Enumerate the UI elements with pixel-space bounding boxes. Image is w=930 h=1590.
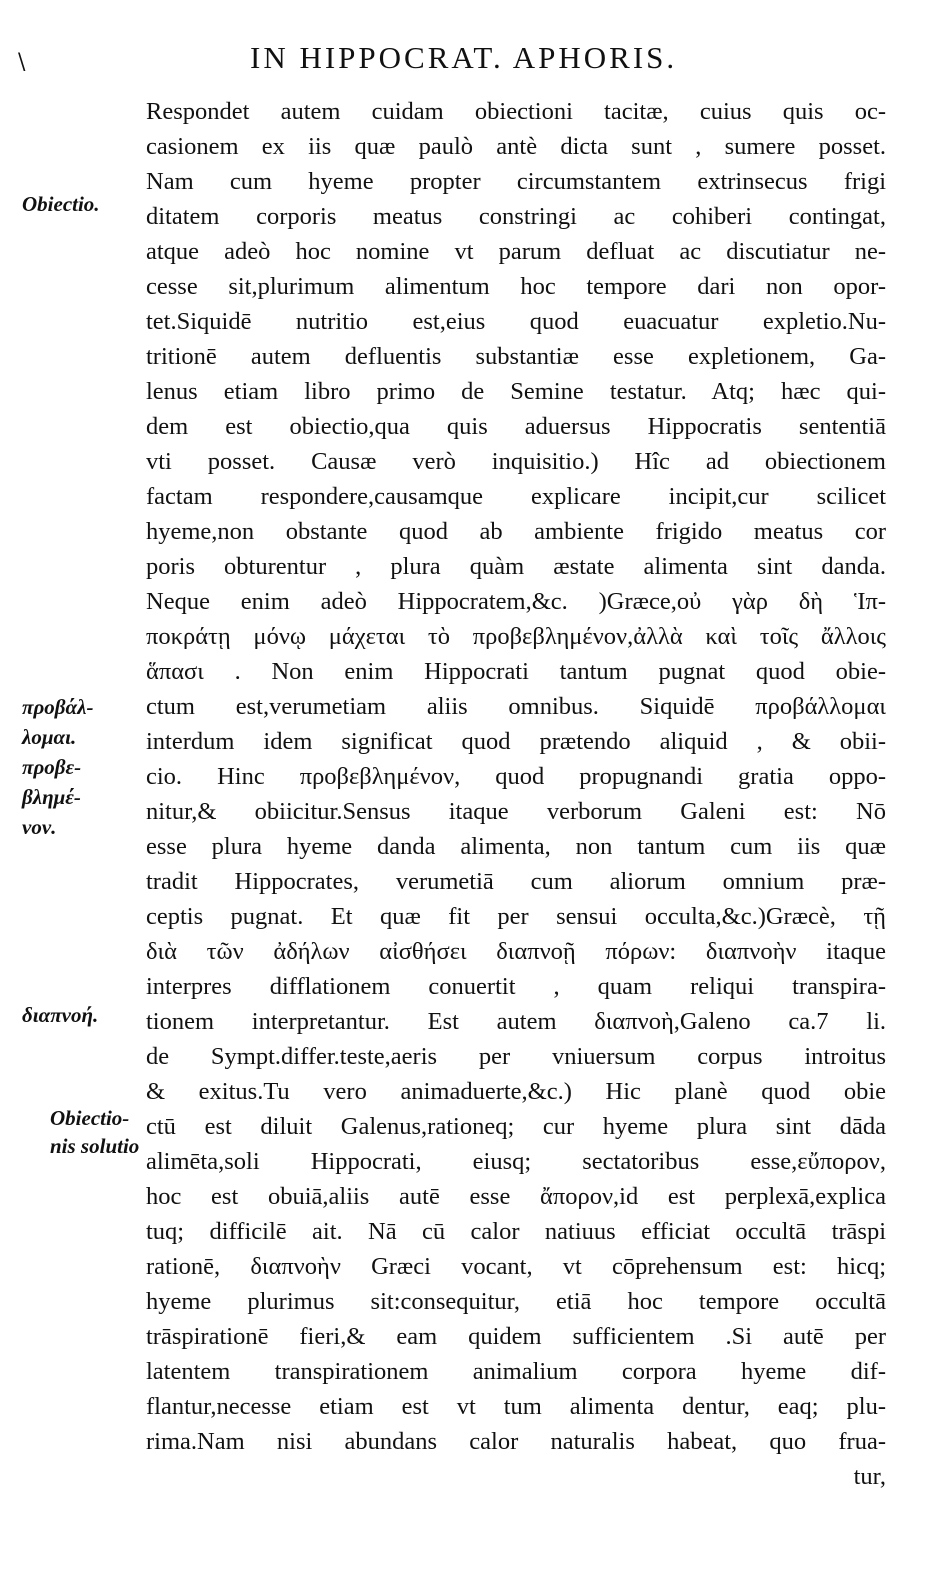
margin-note-line: nis solutio — [50, 1134, 140, 1158]
text-line: esse plura hyeme danda alimenta, non tantum cum iis quæ — [146, 833, 886, 860]
margin-note-obiectio-text: Obiectio. — [22, 192, 100, 216]
text-line: Nam cum hyeme propter circumstantem extrinsecus frigi — [146, 168, 886, 195]
text-line: tradit Hippocrates, verumetiā cum aliorum omnium præ- — [146, 868, 886, 895]
margin-note-line: προβε- — [22, 755, 82, 779]
margin-note-line: νον. — [22, 815, 57, 839]
text-line: ceptis pugnat. Et quæ fit per sensui occulta,&c.)Græcè, τῇ — [146, 903, 886, 930]
text-line: ἅπασι . Non enim Hippocrati tantum pugnat quod obie- — [146, 658, 886, 685]
margin-note-line: βλημέ- — [22, 785, 81, 809]
text-line: cio. Hinc προβεβλημένον, quod propugnandi gratia oppo- — [146, 763, 886, 790]
text-line: tionem interpretantur. Est autem διαπνοὴ,Galeno ca.7 li. — [146, 1008, 886, 1035]
body-text — [146, 94, 886, 1494]
text-line: tuq; difficilē ait. Nā cū calor natiuus efficiat occultā trāspi — [146, 1218, 886, 1245]
margin-note-proballomai — [22, 692, 146, 842]
text-line: hyeme,non obstante quod ab ambiente frigido meatus cor — [146, 518, 886, 545]
corner-mark: \ — [18, 50, 26, 75]
text-line: interdum idem significat quod prætendo aliquid , & obii- — [146, 728, 886, 755]
margin-note-diapnoe-text: διαπνοή. — [22, 1003, 99, 1027]
text-line: ποκράτῃ μόνῳ μάχεται τὸ προβεβλημένον,ἀλλὰ καὶ τοῖς ἄλλοις — [146, 623, 886, 650]
text-line: & exitus.Tu vero animaduerte,&c.) Hic planè quod obie — [146, 1078, 886, 1105]
text-line: tritionē autem defluentis substantiæ esse expletionem, Ga- — [146, 343, 886, 370]
margin-note-obiectio — [22, 190, 146, 218]
text-line: cesse sit,plurimum alimentum hoc tempore dari non opor- — [146, 273, 886, 300]
text-line: flantur,necesse etiam est vt tum alimenta dentur, eaq; plu- — [146, 1393, 886, 1420]
text-line: tet.Siquidē nutritio est,eius quod euacuatur expletio.Nu- — [146, 308, 886, 335]
margin-note-line: προβάλ- — [22, 695, 94, 719]
text-line: dem est obiectio,qua quis aduersus Hippocratis sententiā — [146, 413, 886, 440]
text-line: rationē, διαπνοὴν Græci vocant, vt cōprehensum est: hicq; — [146, 1253, 886, 1280]
text-line: trāspirationē fieri,& eam quidem sufficientem .Si autē per — [146, 1323, 886, 1350]
text-line: de Sympt.differ.teste,aeris per vniuersum corpus introitus — [146, 1043, 886, 1070]
text-line: atque adeò hoc nomine vt parum defluat ac discutiatur ne- — [146, 238, 886, 265]
text-line: ditatem corporis meatus constringi ac cohiberi contingat, — [146, 203, 886, 230]
text-line: rima.Nam nisi abundans calor naturalis habeat, quo frua- — [146, 1428, 886, 1455]
margin-note-line: λομαι. — [22, 725, 77, 749]
text-line: ctū est diluit Galenus,rationeq; cur hyeme plura sint dāda — [146, 1113, 886, 1140]
text-line: Respondet autem cuidam obiectioni tacitæ, cuius quis oc- — [146, 98, 886, 125]
text-line: factam respondere,causamque explicare incipit,cur scilicet — [146, 483, 886, 510]
text-line: latentem transpirationem animalium corpora hyeme dif- — [146, 1358, 886, 1385]
text-line: casionem ex iis quæ paulò antè dicta sunt , sumere posset. — [146, 133, 886, 160]
margin-note-diapnoe — [22, 1000, 146, 1030]
text-line: tur, — [853, 1463, 886, 1490]
running-head: IN HIPPOCRAT. APHORIS. — [250, 40, 678, 75]
text-line: nitur,& obiicitur.Sensus itaque verborum Galeni est: Nō — [146, 798, 886, 825]
text-line: hoc est obuiā,aliis autē esse ἄπορον,id est perplexā,explica — [146, 1183, 886, 1210]
text-line: poris obturentur , plura quàm æstate alimenta sint danda. — [146, 553, 886, 580]
text-line: διὰ τῶν ἀδήλων αἰσθήσει διαπνοῇ πόρων: διαπνοὴν itaque — [146, 938, 886, 965]
text-line: alimēta,soli Hippocrati, eiusq; sectatoribus esse,εὔπορον, — [146, 1148, 886, 1175]
text-line: vti posset. Causæ verò inquisitio.) Hîc ad obiectionem — [146, 448, 886, 475]
text-line: interpres difflationem conuertit , quam reliqui transpira- — [146, 973, 886, 1000]
text-line: ctum est,verumetiam aliis omnibus. Siquidē προβάλλομαι — [146, 693, 886, 720]
text-line: Neque enim adeò Hippocratem,&c. )Græce,οὐ γὰρ δὴ Ἱπ- — [146, 588, 886, 615]
margin-note-line: Obiectio- — [50, 1106, 130, 1130]
text-line: hyeme plurimus sit:consequitur, etiā hoc tempore occultā — [146, 1288, 886, 1315]
text-line: lenus etiam libro primo de Semine testatur. Atq; hæc qui- — [146, 378, 886, 405]
